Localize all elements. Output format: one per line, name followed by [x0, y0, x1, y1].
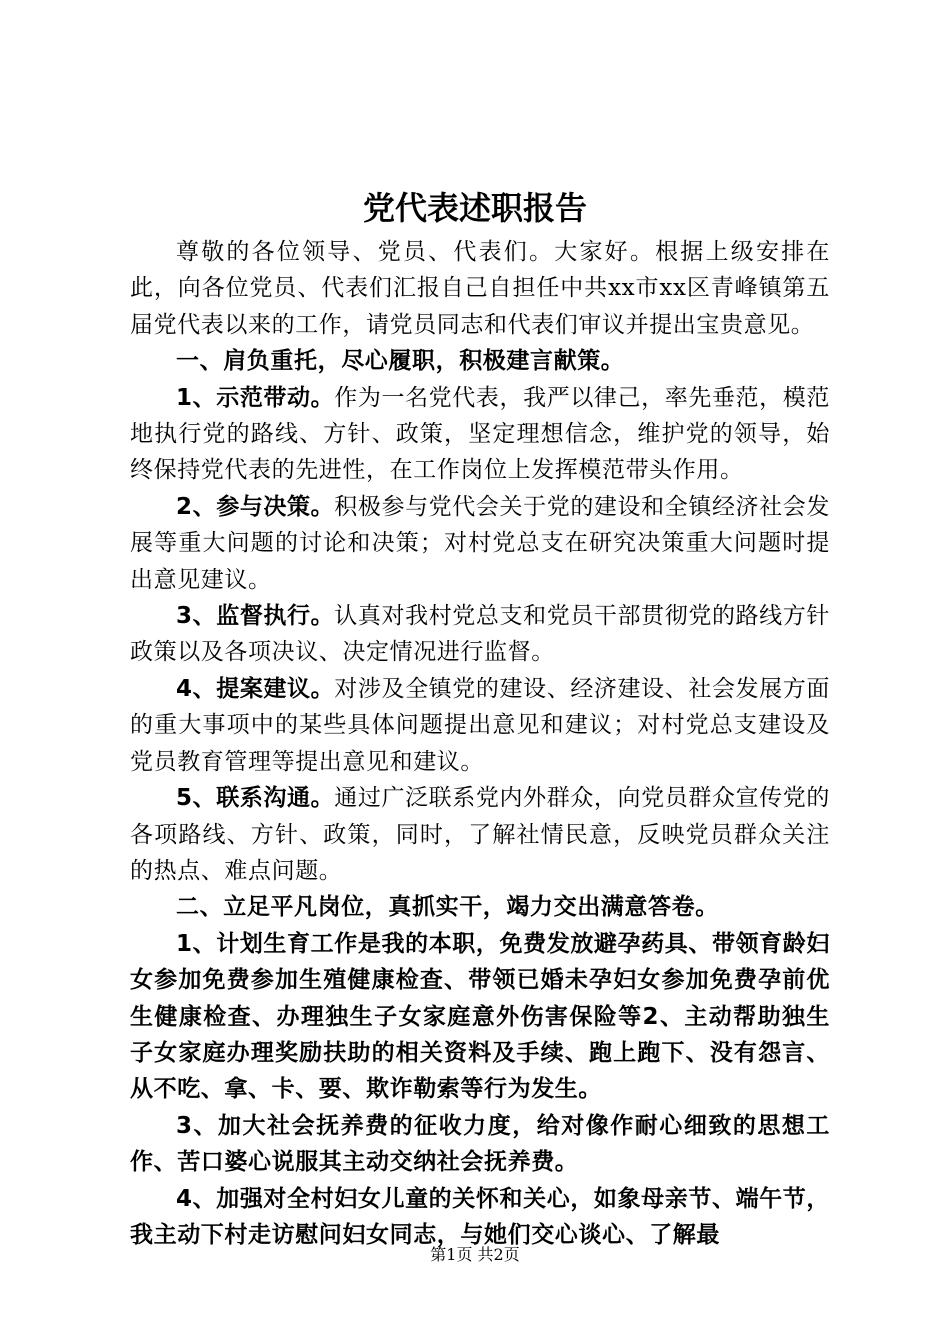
paragraph-item: [130, 671, 830, 780]
paragraph-lead: 一、肩负重托，尽心履职，积极建言献策。: [176, 348, 625, 375]
section-heading-1: [130, 343, 830, 379]
paragraph-text: 积极参与党代会关于党的建设和全镇经济社会发展等重大问题的讨论和决策；对村党总支在研究决策重大问题时提出意见建议。: [130, 493, 830, 593]
paragraph-lead: 2、参与决策。: [176, 493, 335, 520]
paragraph-lead: 1、示范带动。: [176, 384, 335, 411]
section-heading-2: [130, 889, 830, 925]
page-number-footer: 第1页 共2页: [430, 1245, 520, 1264]
paragraph-lead: 4、提案建议。: [176, 675, 335, 702]
paragraph-item: [130, 380, 830, 489]
paragraph-item: [130, 780, 830, 889]
paragraph-text: 通过广泛联系党内外群众，向党员群众宣传党的各项路线、方针、政策，同时，了解社情民意，反映党员群众关注的热点、难点问题。: [130, 785, 830, 884]
paragraph-item: [130, 598, 830, 671]
paragraph-intro: [130, 234, 830, 343]
paragraph-text: 尊敬的各位领导、党员、代表们。大家好。根据上级安排在此，向各位党员、代表们汇报自己自担任中共xx市xx区青峰镇第五届党代表以来的工作，请党员同志和代表们审议并提出宝贵意见。: [130, 239, 830, 338]
paragraph-text: 对涉及全镇党的建设、经济建设、社会发展方面的重大事项中的某些具体问题提出意见和建议；对村党总支建设及党员教育管理等提出意见和建议。: [130, 675, 830, 775]
paragraph-text: 认真对我村党总支和党员干部贯彻党的路线方针政策以及各项决议、决定情况进行监督。: [130, 603, 830, 666]
paragraph-item: [130, 926, 830, 1108]
document-title: 党代表述职报告: [362, 189, 587, 227]
paragraph-lead: 5、联系沟通。: [176, 785, 335, 812]
paragraph-lead: 二、立足平凡岗位，真抓实干，竭力交出满意答卷。: [176, 894, 719, 921]
document-body: [130, 234, 830, 1253]
paragraph-lead: 3、加大社会抚养费的征收力度，给对像作耐心细致的思想工作、苦口婆心说服其主动交纳社会抚养费。: [130, 1112, 830, 1176]
paragraph-item: [130, 1108, 830, 1181]
paragraph-item: [130, 489, 830, 598]
paragraph-lead: 4、加强对全村妇女儿童的关怀和关心，如象母亲节、端午节，我主动下村走访慰问妇女同志，与她们交心谈心、了解最: [130, 1185, 830, 1248]
paragraph-text: 作为一名党代表，我严以律己，率先垂范，模范地执行党的路线、方针、政策，坚定理想信念，维护党的领导，始终保持党代表的先进性，在工作岗位上发挥模范带头作用。: [130, 384, 830, 484]
paragraph-lead: 3、监督执行。: [176, 603, 335, 630]
paragraph-lead: 1、计划生育工作是我的本职，免费发放避孕药具、带领育龄妇女参加免费参加生殖健康检查、带领已婚未孕妇女参加免费孕前优生健康检查、办理独生子女家庭意外伤害保险等2、主动帮助独生子女家庭办理奖励扶助的相关资料及手续、跑上跑下、没有怨言、从不吃、拿、卡、要、欺诈勒索等行为发生。: [130, 930, 830, 1103]
